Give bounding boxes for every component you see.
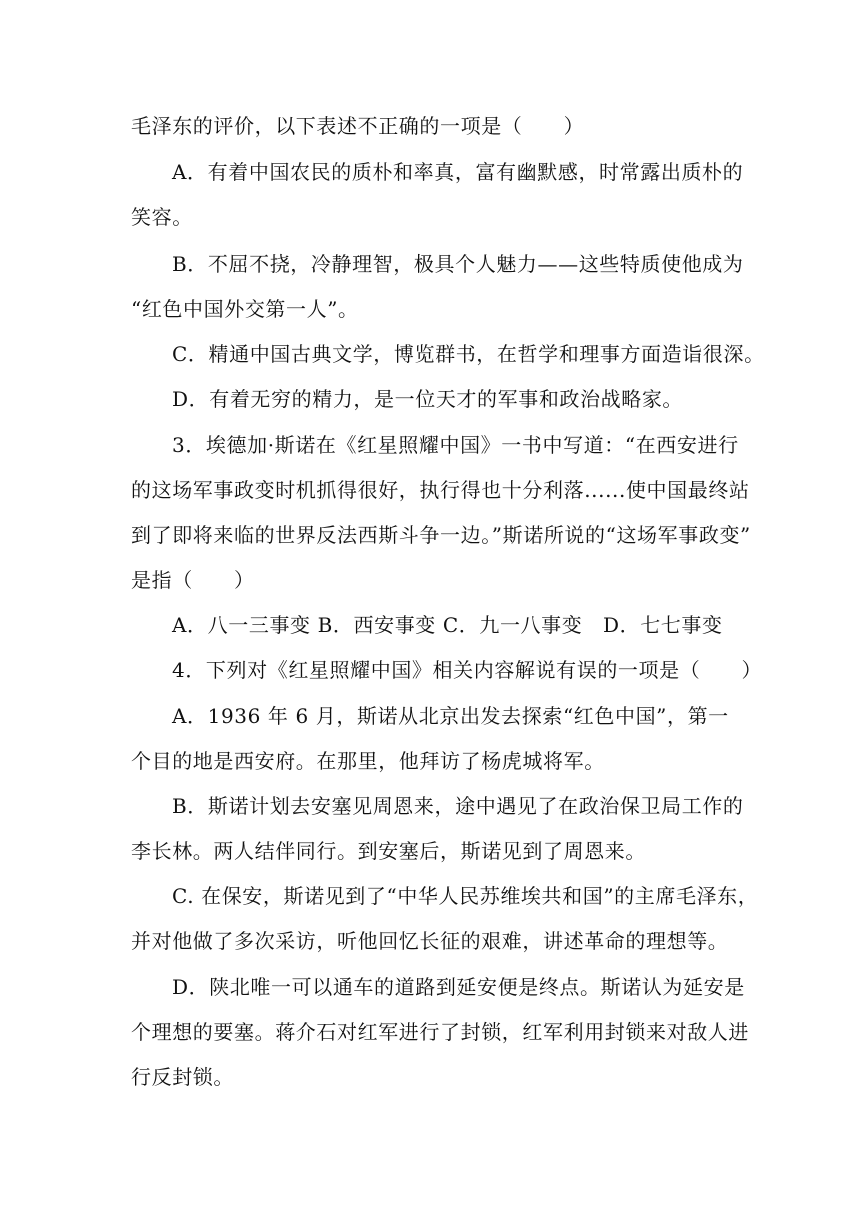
question-4-option-d-line-1: D．陕北唯一可以通车的道路到延安便是终点。斯诺认为延安是 bbox=[172, 975, 745, 999]
question-3-line-1: 3．埃德加·斯诺在《红星照耀中国》一书中写道：“在西安进行 bbox=[172, 433, 739, 457]
question-stem-continuation: 毛泽东的评价，以下表述不正确的一项是（ ） bbox=[131, 114, 585, 138]
question-4-option-b-line-1: B．斯诺计划去安塞见周恩来，途中遇见了在政治保卫局工作的 bbox=[172, 794, 744, 818]
option-d: D．有着无穷的精力，是一位天才的军事和政治战略家。 bbox=[172, 387, 684, 411]
question-4-option-a-line-1: A．1936 年 6 月，斯诺从北京出发去探索“红色中国”，第一 bbox=[172, 704, 729, 728]
option-c: C．精通中国古典文学，博览群书，在哲学和理事方面造诣很深。 bbox=[172, 342, 765, 366]
option-b-line-1: B．不屈不挠，冷静理智，极具个人魅力——这些特质使他成为 bbox=[172, 252, 744, 276]
option-b-line-2: “红色中国外交第一人”。 bbox=[131, 297, 359, 321]
question-3-line-4: 是指（ ） bbox=[131, 568, 255, 592]
question-3-options: A．八一三事变 B．西安事变 C．九一八事变 D．七七事变 bbox=[172, 613, 723, 637]
question-3-line-3: 到了即将来临的世界反法西斯斗争一边。”斯诺所说的“这场军事政变” bbox=[131, 523, 751, 547]
question-4-option-c-line-1: C. 在保安，斯诺见到了“中华人民苏维埃共和国”的主席毛泽东， bbox=[172, 884, 759, 908]
question-4-option-d-line-2: 个理想的要塞。蒋介石对红军进行了封锁，红军利用封锁来对敌人进 bbox=[131, 1020, 749, 1044]
question-4-stem: 4．下列对《红星照耀中国》相关内容解说有误的一项是（ ） bbox=[172, 658, 763, 682]
option-a-line-2: 笑容。 bbox=[131, 205, 193, 229]
question-4-option-c-line-2: 并对他做了多次采访，听他回忆长征的艰难，讲述革命的理想等。 bbox=[131, 929, 729, 953]
question-4-option-b-line-2: 李长林。两人结伴同行。到安塞后，斯诺见到了周恩来。 bbox=[131, 839, 646, 863]
question-4-option-a-line-2: 个目的地是西安府。在那里，他拜访了杨虎城将军。 bbox=[131, 749, 605, 773]
question-3-line-2: 的这场军事政变时机抓得很好，执行得也十分利落......使中国最终站 bbox=[131, 478, 750, 502]
option-a-line-1: A．有着中国农民的质朴和率真，富有幽默感，时常露出质朴的 bbox=[172, 160, 744, 184]
question-4-option-d-line-3: 行反封锁。 bbox=[131, 1065, 234, 1089]
